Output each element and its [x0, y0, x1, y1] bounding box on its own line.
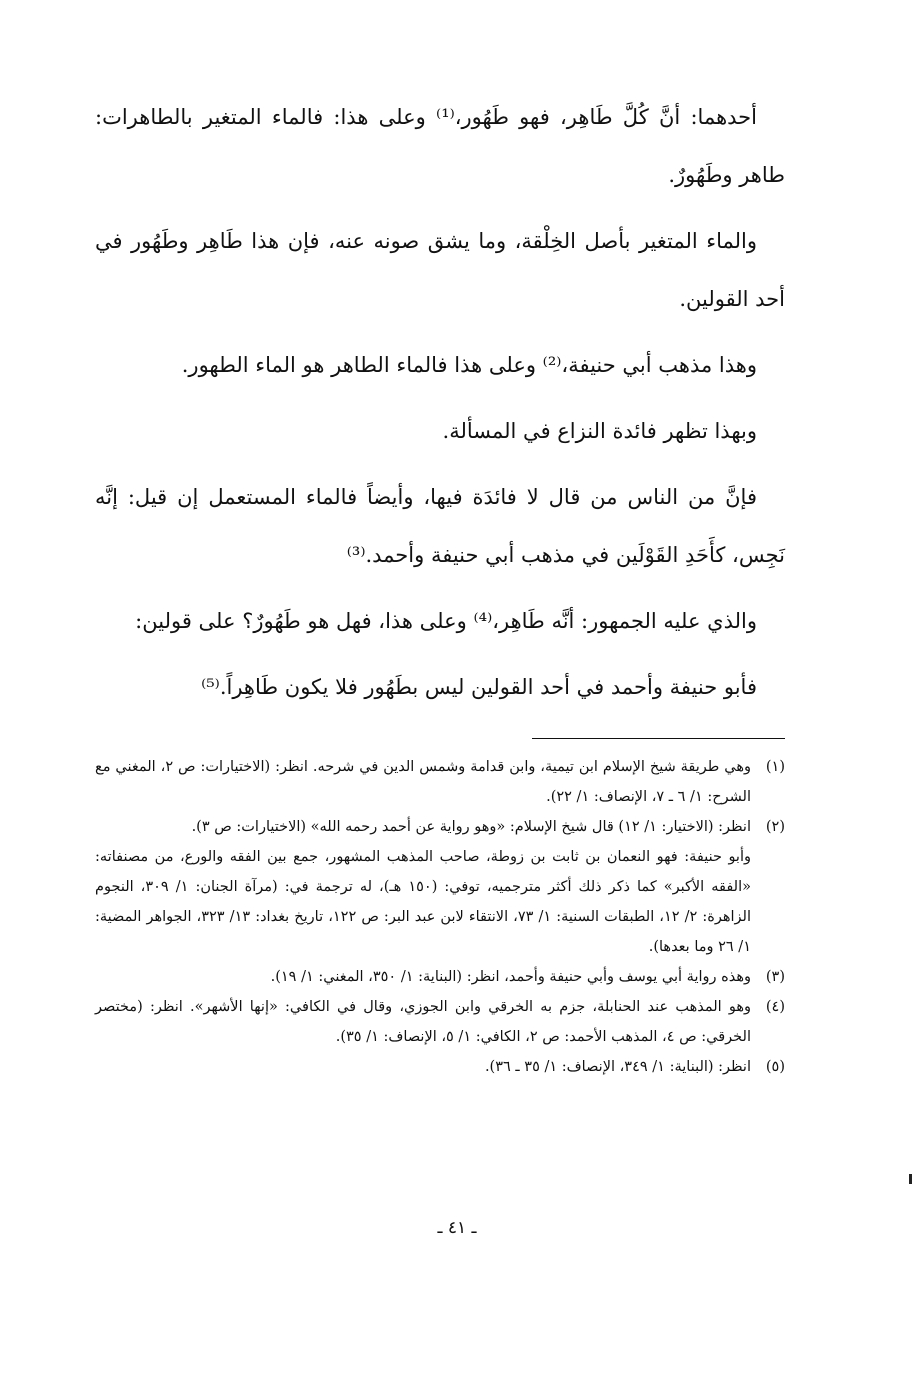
main-text: [95, 88, 785, 724]
footnote: [95, 992, 785, 1052]
paragraph: وبهذا تظهر فائدة النزاع في المسألة.: [442, 419, 757, 443]
footnote-number: (٤): [765, 999, 785, 1015]
paragraph: والماء المتغير بأصل الخِلْقة، وما يشق صونه عنه، فإن هذا طَاهِر وطَهُور في أحد القولين.: [95, 229, 785, 311]
footnote-number: (٥): [765, 1059, 785, 1075]
footnote-text: وهو المذهب عند الحنابلة، جزم به الخرقي وابن الجوزي، وقال في الكافي: «إنها الأشهر». انظر: (مختصر الخرقي: ص ٤، المذهب الأحمد: ص ٢، الكافي: ١/ ٥، الإنصاف: ١/ ٣٥).: [95, 999, 751, 1045]
paragraph: فأبو حنيفة وأحمد في أحد القولين ليس بطَهُور فلا يكون طَاهِراً.⁽⁵⁾: [201, 675, 757, 699]
footnote-text: وهذه رواية أبي يوسف وأبي حنيفة وأحمد، انظر: (البناية: ١/ ٣٥٠، المغني: ١/ ١٩).: [270, 969, 751, 985]
scan-edge-mark: [909, 1174, 912, 1184]
footnote: [95, 812, 785, 842]
footnote-continuation: [95, 842, 785, 962]
footnote-text: انظر: (الاختيار: ١/ ١٢) قال شيخ الإسلام: «وهو رواية عن أحمد رحمه الله» (الاختيارات: ص ٣).: [191, 819, 751, 835]
footnote-text: وأبو حنيفة: فهو النعمان بن ثابت بن زوطة، صاحب المذهب المشهور، جمع بين الفقه والورع، من مصنفاته: «الفقه الأكبر» كما ذكر ذلك أكثر مترجميه، توفي: (١٥٠ هـ)، له ترجمة في: (مرآة الجنان: ١/ ٣٠٩، النجوم الزاهرة: ٢/ ١٢، الطبقات السنية: ١/ ٧٣، الانتقاء لابن عبد البر: ص ١٢٢، تاريخ بغداد: ١٣/ ٣٢٣، الجواهر المضية: ١/ ٢٦ وما بعدها).: [95, 849, 751, 955]
footnote-number: (٣): [765, 969, 785, 985]
footnote: [95, 962, 785, 992]
footnote-text: انظر: (البناية: ١/ ٣٤٩، الإنصاف: ١/ ٣٥ ـ ٣٦).: [484, 1059, 751, 1075]
paragraph: فإنَّ من الناس من قال لا فائدَة فيها، وأيضاً فالماء المستعمل إن قيل: إنَّه نَجِس، كأَحَدِ القَوْلَين في مذهب أبي حنيفة وأحمد.⁽³⁾: [95, 485, 785, 567]
footnote: [95, 752, 785, 812]
paragraph: أحدهما: أنَّ كُلَّ طَاهِر، فهو طَهُور،⁽¹⁾ وعلى هذا: فالماء المتغير بالطاهرات: طاهر وطَهُورٌ.: [95, 105, 785, 187]
footnote: [95, 1052, 785, 1082]
paragraph: وهذا مذهب أبي حنيفة،⁽²⁾ وعلى هذا فالماء الطاهر هو الماء الطهور.: [181, 353, 757, 377]
footnotes: [95, 752, 785, 1082]
footnote-number: (٢): [765, 819, 785, 835]
page-number: ـ ٤١ ـ: [437, 1218, 477, 1238]
footnote-text: وهي طريقة شيخ الإسلام ابن تيمية، وابن قدامة وشمس الدين في شرحه. انظر: (الاختيارات: ص ٢، المغني مع الشرح: ١/ ٦ ـ ٧، الإنصاف: ١/ ٢٢).: [95, 759, 752, 805]
footnote-number: (١): [765, 759, 785, 775]
footnote-separator: [532, 738, 785, 739]
paragraph: والذي عليه الجمهور: أنَّه طَاهِر،⁽⁴⁾ وعلى هذا، فهل هو طَهُورٌ؟ على قولين:: [135, 609, 757, 633]
